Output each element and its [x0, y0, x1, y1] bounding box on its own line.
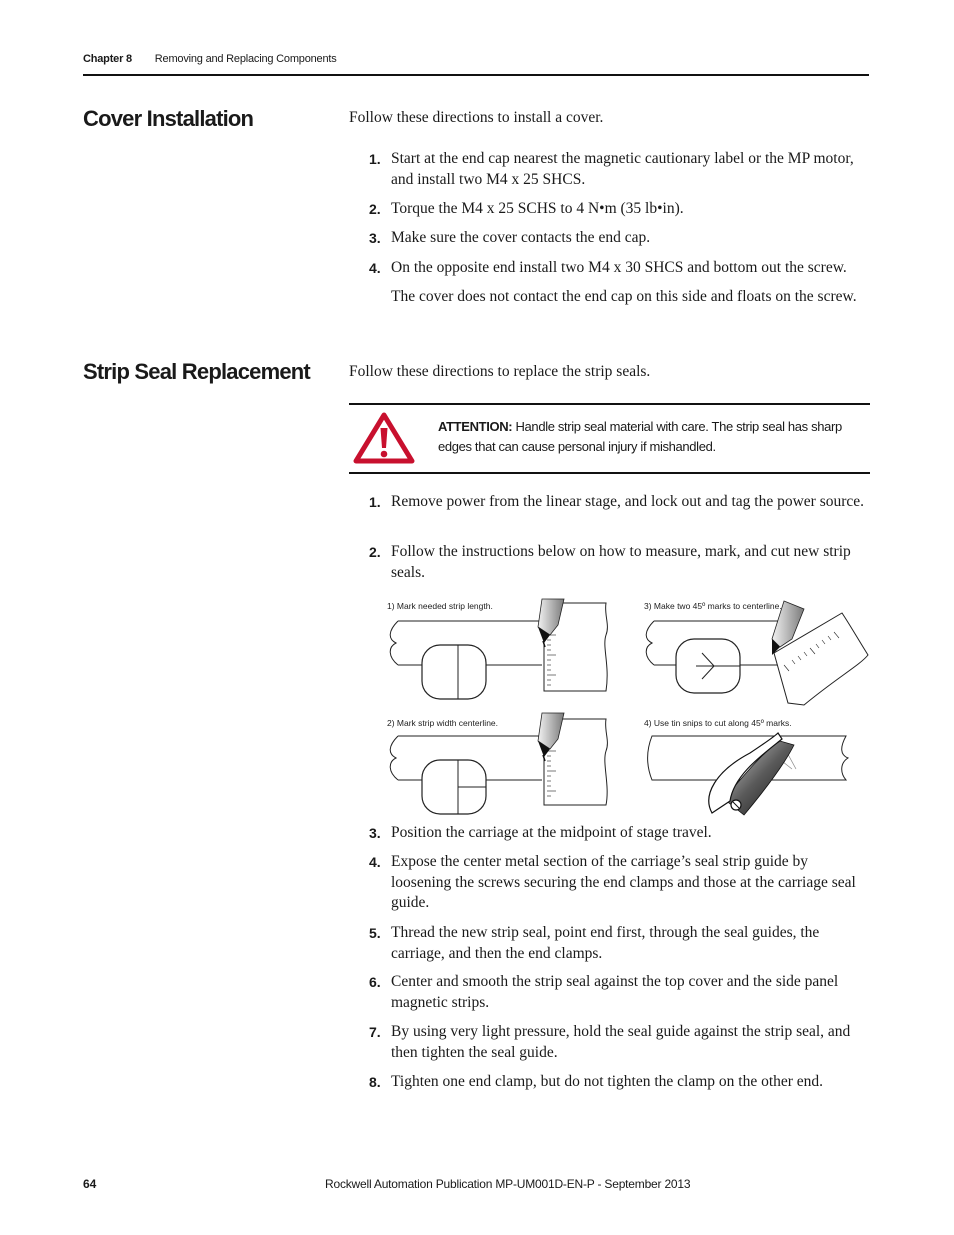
figure-panel-mark-length — [387, 599, 607, 699]
caption-mark-45-degree: 3) Make two 45º marks to centerline. — [644, 601, 782, 611]
step-number: 5. — [369, 925, 381, 941]
step-text: Position the carriage at the midpoint of stage travel. — [391, 824, 712, 841]
strip-step-5 — [369, 923, 869, 964]
caption-cut-tin-snips: 4) Use tin snips to cut along 45º marks. — [644, 718, 792, 728]
strip-step-4 — [369, 852, 869, 914]
attention-message — [438, 417, 858, 457]
header-rule — [83, 74, 869, 76]
warning-triangle-icon — [353, 412, 415, 469]
step-number: 1. — [369, 494, 381, 510]
attention-rule-bottom — [349, 472, 870, 474]
section-heading-cover-installation: Cover Installation — [83, 106, 254, 131]
cover-step-4 — [369, 258, 869, 279]
chapter-title: Removing and Replacing Components — [154, 53, 337, 65]
attention-label: ATTENTION: — [438, 419, 513, 434]
chapter-label: Chapter 8 — [83, 53, 132, 65]
step-number: 1. — [369, 151, 381, 167]
step-text: On the opposite end install two M4 x 30 SHCS and bottom out the screw. — [391, 259, 847, 276]
step-text: Start at the end cap nearest the magnetic cautionary label or the MP motor, and install two M4 x 25 SHCS. — [391, 150, 854, 188]
step-text: By using very light pressure, hold the seal guide against the strip seal, and then tighten the seal guide. — [391, 1023, 851, 1061]
cover-step-3 — [369, 228, 869, 249]
publication-info: Rockwell Automation Publication MP-UM001D-EN-P - September 2013 — [325, 1177, 691, 1191]
running-header — [83, 53, 337, 65]
step-number: 6. — [369, 974, 381, 990]
strip-step-1 — [369, 492, 869, 513]
strip-seal-cutting-figure — [384, 595, 874, 822]
attention-rule-top — [349, 403, 870, 405]
step-text: Expose the center metal section of the carriage’s seal strip guide by loosening the screws securing the end clamps and those at the carriage seal guide. — [391, 853, 856, 911]
step-number: 2. — [369, 201, 381, 217]
step-number: 2. — [369, 544, 381, 560]
step-text: Tighten one end clamp, but do not tighten the clamp on the other end. — [391, 1073, 824, 1090]
cover-step-2 — [369, 199, 869, 220]
figure-panel-cut-tin-snips — [644, 718, 848, 815]
strip-step-2 — [369, 542, 869, 583]
caption-mark-centerline: 2) Mark strip width centerline. — [387, 718, 499, 728]
step-number: 7. — [369, 1024, 381, 1040]
strip-seal-intro: Follow these directions to replace the strip seals. — [349, 363, 651, 380]
strip-step-3 — [369, 823, 869, 844]
cover-note: The cover does not contact the end cap on this side and floats on the screw. — [391, 288, 857, 305]
strip-step-6 — [369, 972, 869, 1013]
step-number: 8. — [369, 1074, 381, 1090]
cover-step-1 — [369, 149, 869, 190]
step-text: Remove power from the linear stage, and lock out and tag the power source. — [391, 493, 865, 510]
step-number: 3. — [369, 230, 381, 246]
strip-step-8 — [369, 1072, 869, 1093]
strip-step-7 — [369, 1022, 869, 1063]
figure-panel-mark-45-degree — [644, 601, 868, 705]
caption-mark-length: 1) Mark needed strip length. — [387, 601, 493, 611]
attention-text: Handle strip seal material with care. The strip seal has sharp edges that can cause personal injury if mishandled. — [438, 419, 842, 454]
step-text: Thread the new strip seal, point end first, through the seal guides, the carriage, and then the end clamps. — [391, 924, 820, 962]
page-number: 64 — [83, 1177, 97, 1191]
step-number: 4. — [369, 854, 381, 870]
step-text: Make sure the cover contacts the end cap. — [391, 229, 651, 246]
figure-panel-mark-centerline — [387, 713, 607, 814]
step-text: Follow the instructions below on how to measure, mark, and cut new strip seals. — [391, 543, 851, 581]
step-text: Torque the M4 x 25 SCHS to 4 N•m (35 lb•in). — [391, 200, 684, 217]
cover-intro: Follow these directions to install a cover. — [349, 109, 604, 126]
step-text: Center and smooth the strip seal against the top cover and the side panel magnetic strips. — [391, 973, 839, 1011]
section-heading-strip-seal: Strip Seal Replacement — [83, 359, 310, 384]
step-number: 3. — [369, 825, 381, 841]
step-number: 4. — [369, 260, 381, 276]
